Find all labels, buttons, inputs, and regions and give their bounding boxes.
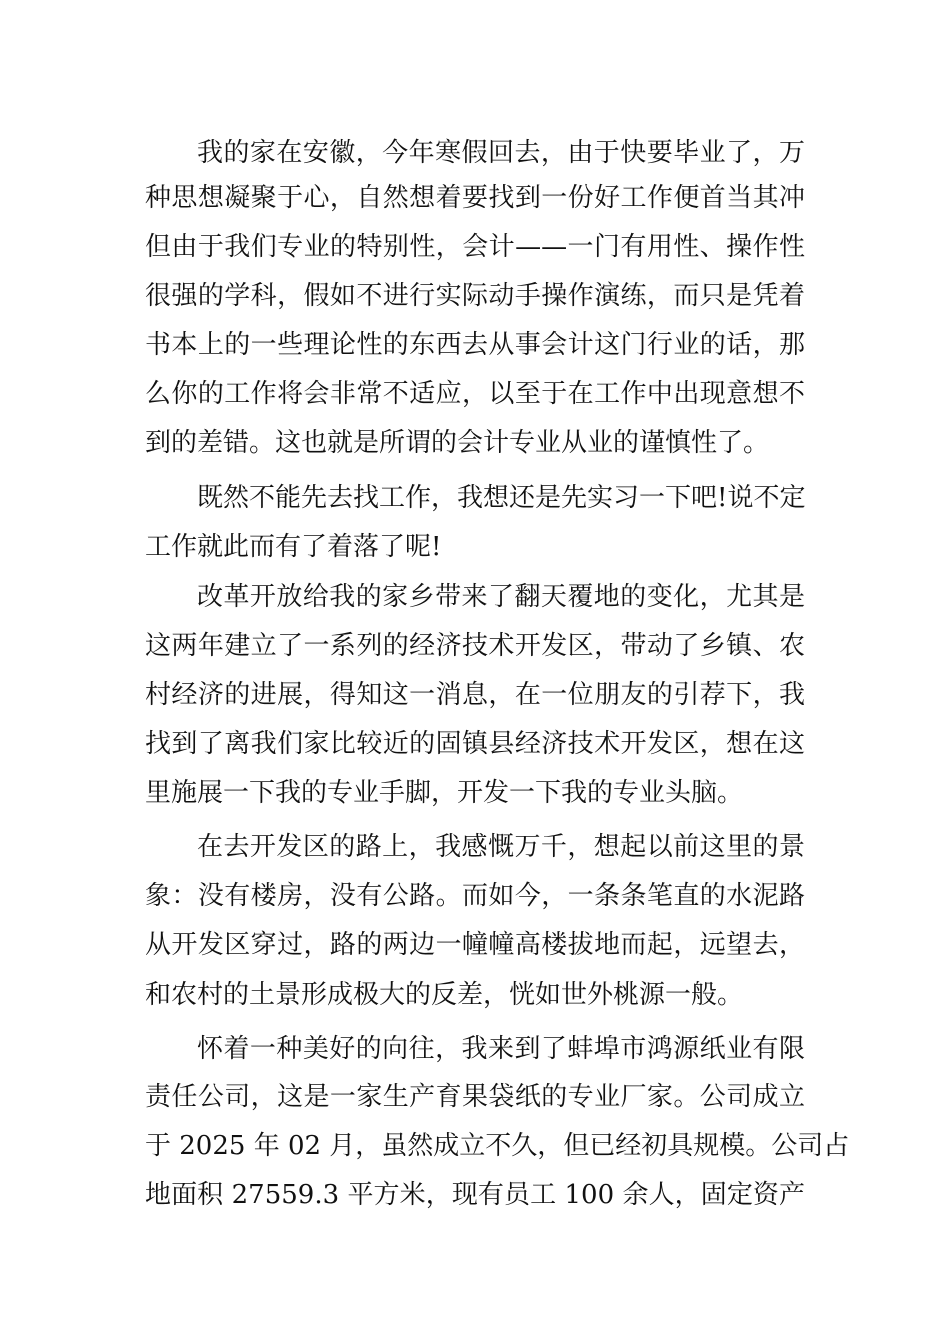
paragraph-line: 从开发区穿过，路的两边一幢幢高楼拔地而起，远望去， bbox=[145, 930, 805, 960]
paragraph-line: 么你的工作将会非常不适应，以至于在工作中出现意想不 bbox=[145, 379, 805, 409]
paragraph-line: 村经济的进展，得知这一消息，在一位朋友的引荐下，我 bbox=[145, 680, 805, 710]
paragraph-line: 我的家在安徽，今年寒假回去，由于快要毕业了，万 bbox=[197, 138, 805, 168]
paragraph-line: 和农村的土景形成极大的反差，恍如世外桃源一般。 bbox=[145, 980, 744, 1010]
paragraph-line: 但由于我们专业的特别性，会计——一门有用性、操作性 bbox=[145, 232, 805, 262]
paragraph-line: 地面积 27559.3 平方米，现有员工 100 余人，固定资产 bbox=[145, 1180, 805, 1210]
paragraph-line: 于 2025 年 02 月，虽然成立不久，但已经初具规模。公司占 bbox=[145, 1131, 850, 1161]
paragraph-line: 在去开发区的路上，我感慨万千，想起以前这里的景 bbox=[197, 832, 805, 862]
paragraph-line: 怀着一种美好的向往，我来到了蚌埠市鸿源纸业有限 bbox=[197, 1034, 805, 1064]
paragraph-line: 种思想凝聚于心，自然想着要找到一份好工作便首当其冲 bbox=[145, 183, 805, 213]
paragraph-line: 书本上的一些理论性的东西去从事会计这门行业的话，那 bbox=[145, 330, 805, 360]
paragraph-line: 里施展一下我的专业手脚，开发一下我的专业头脑。 bbox=[145, 778, 744, 808]
paragraph-line: 工作就此而有了着落了呢! bbox=[145, 532, 442, 562]
paragraph-line: 既然不能先去找工作，我想还是先实习一下吧!说不定 bbox=[197, 483, 806, 513]
paragraph-line: 责任公司，这是一家生产育果袋纸的专业厂家。公司成立 bbox=[145, 1082, 805, 1112]
paragraph-line: 这两年建立了一系列的经济技术开发区，带动了乡镇、农 bbox=[145, 631, 805, 661]
paragraph-line: 很强的学科，假如不进行实际动手操作演练，而只是凭着 bbox=[145, 281, 805, 311]
paragraph-line: 象：没有楼房，没有公路。而如今，一条条笔直的水泥路 bbox=[145, 881, 805, 911]
paragraph-line: 找到了离我们家比较近的固镇县经济技术开发区，想在这 bbox=[145, 729, 805, 759]
paragraph-line: 改革开放给我的家乡带来了翻天覆地的变化，尤其是 bbox=[197, 582, 805, 612]
paragraph-line: 到的差错。这也就是所谓的会计专业从业的谨慎性了。 bbox=[145, 428, 770, 458]
